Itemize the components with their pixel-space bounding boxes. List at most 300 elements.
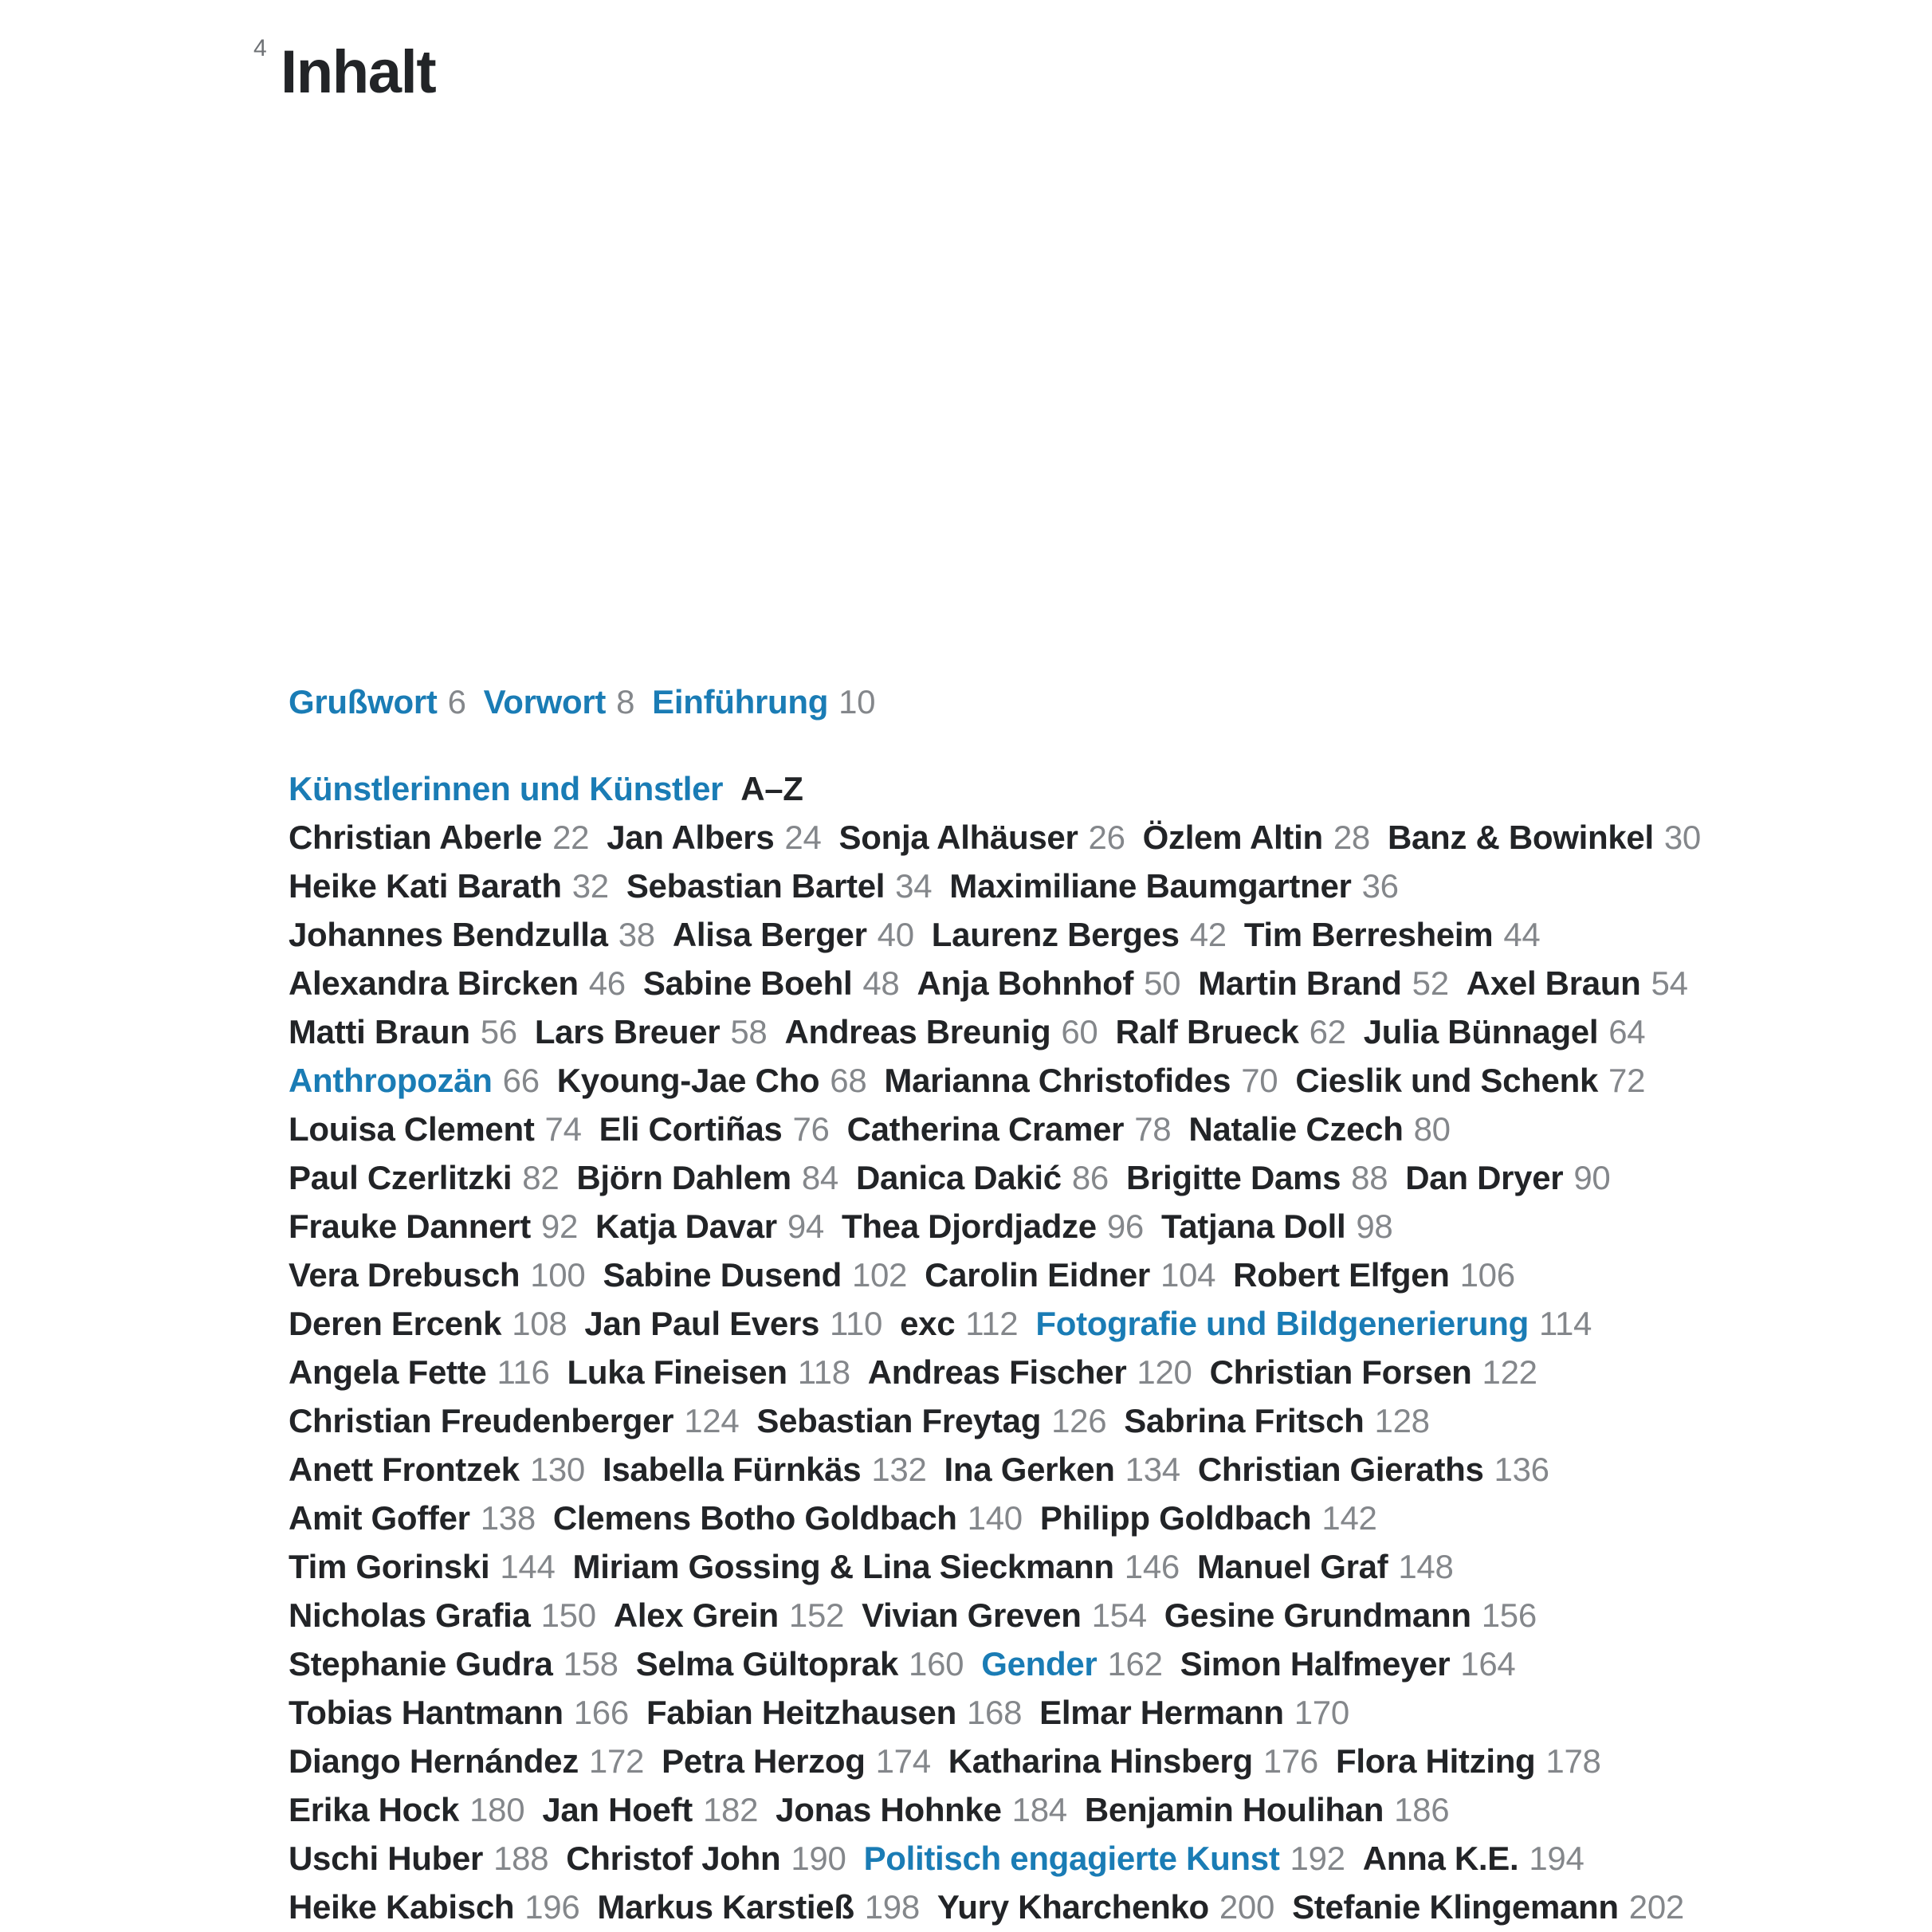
toc-entry-label[interactable]: Banz & Bowinkel (1387, 819, 1654, 856)
toc-entry-label[interactable]: Grußwort (289, 683, 438, 721)
toc-entry-page-number[interactable]: 96 (1106, 1208, 1144, 1245)
toc-entry-page-number[interactable]: 34 (895, 867, 933, 905)
toc-entry-label[interactable]: Sonja Alhäuser (838, 819, 1078, 856)
toc-entry-label[interactable]: Özlem Altin (1142, 819, 1323, 856)
toc-entry[interactable] (289, 867, 609, 905)
toc-entry-label[interactable]: Christian Aberle (289, 819, 543, 856)
toc-entry-page-number[interactable]: 122 (1482, 1353, 1537, 1391)
toc-entry-label[interactable]: Sebastian Bartel (626, 867, 886, 905)
toc-entry[interactable] (1197, 1548, 1454, 1585)
toc-entry-label[interactable]: Manuel Graf (1196, 1548, 1388, 1585)
toc-entry-label[interactable]: Luka Fineisen (567, 1353, 787, 1391)
toc-entry[interactable] (868, 1353, 1192, 1391)
toc-entry[interactable] (1040, 1499, 1377, 1537)
toc-entry-label[interactable]: Robert Elfgen (1233, 1256, 1450, 1294)
toc-entry-page-number[interactable]: 200 (1219, 1888, 1275, 1926)
toc-entry-page-number[interactable]: 146 (1124, 1548, 1180, 1585)
toc-entry-page-number[interactable]: 36 (1361, 867, 1399, 905)
toc-entry-label[interactable]: Angela Fette (289, 1353, 487, 1391)
toc-entry[interactable] (856, 1159, 1109, 1196)
toc-entry-page-number[interactable]: 68 (830, 1062, 867, 1099)
toc-entry-page-number[interactable]: 106 (1459, 1256, 1515, 1294)
toc-entry[interactable] (289, 1742, 644, 1780)
toc-entry-label[interactable]: Sabine Boehl (642, 964, 853, 1002)
toc-entry-page-number[interactable]: 48 (862, 964, 900, 1002)
toc-row (289, 1396, 1803, 1445)
toc-entry-label[interactable]: Maximiliane Baumgartner (949, 867, 1352, 905)
toc-entry-page-number[interactable]: 98 (1356, 1208, 1393, 1245)
toc-entry-label[interactable]: Natalie Czech (1188, 1110, 1404, 1148)
toc-entry-page-number[interactable]: 186 (1394, 1791, 1450, 1828)
toc-entry-page-number[interactable]: 78 (1134, 1110, 1172, 1148)
toc-entry[interactable] (842, 1208, 1144, 1245)
toc-entry-page-number[interactable]: 138 (480, 1499, 536, 1537)
toc-thematic-entry-label[interactable]: Fotografie und Bildgenerierung (1035, 1305, 1530, 1342)
toc-entry[interactable] (1180, 1645, 1516, 1683)
toc-entry-label[interactable]: Jan Hoeft (542, 1791, 693, 1828)
toc-entry-page-number[interactable]: 120 (1137, 1353, 1192, 1391)
toc-entry-page-number[interactable]: 74 (544, 1110, 582, 1148)
toc-entry[interactable] (1143, 819, 1370, 856)
front-matter-entry[interactable] (652, 683, 875, 721)
toc-entry-label[interactable]: Alexandra Bircken (289, 964, 579, 1002)
toc-entry[interactable] (1115, 1013, 1345, 1050)
toc-entry-page-number[interactable]: 184 (1011, 1791, 1067, 1828)
toc-entry-label[interactable]: Jan Paul Evers (584, 1305, 820, 1342)
toc-entry-label[interactable]: Ralf Brueck (1115, 1013, 1299, 1050)
toc-entry[interactable] (289, 1694, 629, 1731)
toc-entry-page-number[interactable]: 104 (1160, 1256, 1216, 1294)
toc-entry-label[interactable]: Jonas Hohnke (776, 1791, 1002, 1828)
toc-entry-page-number[interactable]: 56 (480, 1013, 517, 1050)
toc-entry-page-number[interactable]: 136 (1494, 1451, 1549, 1488)
toc-entry[interactable] (1295, 1062, 1645, 1099)
toc-entry-page-number[interactable]: 8 (616, 683, 635, 721)
toc-entry-page-number[interactable]: 54 (1651, 964, 1688, 1002)
toc-entry[interactable] (289, 964, 626, 1002)
toc-entry-page-number[interactable]: 84 (801, 1159, 838, 1196)
toc-entry[interactable] (1164, 1596, 1537, 1634)
toc-entry[interactable] (1085, 1791, 1449, 1828)
toc-entry-page-number[interactable]: 148 (1398, 1548, 1454, 1585)
toc-entry[interactable] (597, 1888, 919, 1926)
toc-entry[interactable] (776, 1791, 1067, 1828)
toc-entry-page-number[interactable]: 114 (1539, 1305, 1592, 1342)
toc-entry-page-number[interactable]: 66 (502, 1062, 540, 1099)
toc-row (289, 813, 1803, 862)
toc-thematic-entry-label[interactable]: Politisch engagierte Kunst (863, 1840, 1280, 1877)
toc-entry[interactable] (576, 1159, 838, 1196)
toc-entry-label[interactable]: Björn Dahlem (576, 1159, 791, 1196)
toc-entry-label[interactable]: Danica Dakić (855, 1159, 1062, 1196)
toc-entry-page-number[interactable]: 46 (588, 964, 626, 1002)
toc-entry-label[interactable]: Tim Gorinski (289, 1548, 490, 1585)
toc-entry[interactable] (535, 1013, 768, 1050)
toc-entry[interactable] (1198, 964, 1449, 1002)
toc-entry-page-number[interactable]: 166 (573, 1694, 629, 1731)
toc-entry[interactable] (573, 1548, 1180, 1585)
toc-entry-label[interactable]: Selma Gültoprak (635, 1645, 899, 1683)
toc-entry-page-number[interactable]: 192 (1290, 1840, 1345, 1877)
toc-entry[interactable] (614, 1596, 844, 1634)
toc-entry-label[interactable]: Flora Hitzing (1335, 1742, 1536, 1780)
toc-entry[interactable] (932, 916, 1227, 953)
toc-entry-page-number[interactable]: 202 (1628, 1888, 1684, 1926)
toc-row (289, 1542, 1803, 1591)
toc-entry-page-number[interactable]: 188 (493, 1840, 549, 1877)
toc-entry[interactable] (1198, 1451, 1549, 1488)
toc-entry-label[interactable]: Vorwort (483, 683, 607, 721)
toc-row (289, 1737, 1803, 1785)
toc-entry-page-number[interactable]: 128 (1374, 1402, 1430, 1439)
toc-entry-label[interactable]: Fabian Heitzhausen (646, 1694, 956, 1731)
toc-entry-label[interactable]: Einführung (652, 683, 829, 721)
toc-entry[interactable] (289, 1888, 579, 1926)
toc-entry-label[interactable]: Tobias Hantmann (289, 1694, 564, 1731)
toc-entry[interactable] (289, 1499, 536, 1537)
toc-thematic-entry-label[interactable]: Gender (981, 1645, 1098, 1683)
toc-entry[interactable] (1467, 964, 1688, 1002)
toc-entry[interactable] (557, 1062, 867, 1099)
toc-entry-label[interactable]: Markus Karstieß (597, 1888, 854, 1926)
toc-entry[interactable] (784, 1013, 1098, 1050)
toc-entry[interactable] (1188, 1110, 1450, 1148)
toc-entry-label[interactable]: Stephanie Gudra (289, 1645, 553, 1683)
toc-entry-page-number[interactable]: 22 (552, 819, 590, 856)
toc-entry-page-number[interactable]: 140 (967, 1499, 1023, 1537)
toc-entry[interactable] (1126, 1159, 1388, 1196)
toc-entry[interactable] (944, 1451, 1180, 1488)
toc-entry-page-number[interactable]: 26 (1088, 819, 1125, 856)
toc-entry-label[interactable]: Brigitte Dams (1125, 1159, 1341, 1196)
toc-entry[interactable] (1388, 819, 1701, 856)
toc-entry[interactable] (981, 1645, 1162, 1683)
toc-entry-label[interactable]: Johannes Bendzulla (289, 916, 608, 953)
toc-entry[interactable] (289, 1256, 585, 1294)
toc-entry[interactable] (864, 1840, 1345, 1877)
toc-entry-label[interactable]: Julia Bünnagel (1363, 1013, 1599, 1050)
toc-entry-page-number[interactable]: 132 (871, 1451, 927, 1488)
toc-entry-page-number[interactable]: 124 (684, 1402, 740, 1439)
toc-entry-label[interactable]: Isabella Fürnkäs (603, 1451, 862, 1488)
toc-entry-label[interactable]: Simon Halfmeyer (1180, 1645, 1451, 1683)
toc-entry-page-number[interactable]: 40 (877, 916, 914, 953)
toc-entry[interactable] (289, 1840, 548, 1877)
toc-entry-label[interactable]: Katja Davar (595, 1208, 777, 1245)
toc-entry-label[interactable]: Eli Cortiñas (599, 1110, 783, 1148)
toc-entry[interactable] (1161, 1208, 1392, 1245)
toc-entry[interactable] (603, 1451, 927, 1488)
toc-entry[interactable] (289, 1791, 524, 1828)
toc-entry-page-number[interactable]: 130 (529, 1451, 585, 1488)
toc-entry-label[interactable]: Axel Braun (1466, 964, 1641, 1002)
toc-entry-page-number[interactable]: 110 (830, 1305, 883, 1342)
toc-entry[interactable] (937, 1888, 1274, 1926)
toc-entry-label[interactable]: Gesine Grundmann (1164, 1596, 1471, 1634)
toc-entry-label[interactable]: Sebastian Freytag (756, 1402, 1042, 1439)
toc-entry-label[interactable]: Carolin Eidner (925, 1256, 1150, 1294)
toc-entry-label[interactable]: Heike Kati Barath (289, 867, 562, 905)
toc-entry-page-number[interactable]: 76 (792, 1110, 830, 1148)
toc-entry-label[interactable]: Sabine Dusend (603, 1256, 842, 1294)
toc-entry[interactable] (643, 964, 900, 1002)
toc-entry-page-number[interactable]: 92 (540, 1208, 579, 1245)
toc-entry[interactable] (673, 916, 914, 953)
toc-entry-label[interactable]: Christian Gieraths (1197, 1451, 1484, 1488)
toc-entry-page-number[interactable]: 64 (1608, 1013, 1646, 1050)
toc-entry[interactable] (289, 1548, 556, 1585)
toc-entry-page-number[interactable]: 190 (791, 1840, 846, 1877)
toc-entry[interactable] (636, 1645, 964, 1683)
toc-entry-page-number[interactable]: 160 (909, 1645, 964, 1683)
toc-entry-page-number[interactable]: 164 (1460, 1645, 1516, 1683)
section-range: A–Z (740, 770, 803, 807)
toc-entry-label[interactable]: Louisa Clement (289, 1110, 535, 1148)
toc-entry[interactable] (607, 819, 821, 856)
toc-entry-page-number[interactable]: 58 (730, 1013, 768, 1050)
toc-row (289, 959, 1803, 1007)
toc-entry[interactable] (847, 1110, 1172, 1148)
toc-entry-label[interactable]: Christian Freudenberger (289, 1402, 674, 1439)
front-matter-entry[interactable] (484, 683, 635, 721)
toc-entry-page-number[interactable]: 30 (1663, 819, 1701, 856)
toc-entry-page-number[interactable]: 176 (1262, 1742, 1318, 1780)
toc-entry-label[interactable]: exc (900, 1305, 956, 1342)
toc-entry[interactable] (289, 819, 589, 856)
toc-entry-label[interactable]: Uschi Huber (289, 1840, 484, 1877)
toc-entry-page-number[interactable]: 162 (1107, 1645, 1163, 1683)
toc-entry-label[interactable]: Laurenz Berges (931, 916, 1180, 953)
section-heading-row (289, 764, 1803, 813)
toc-entry-page-number[interactable]: 10 (838, 683, 876, 721)
toc-entry-page-number[interactable]: 44 (1503, 916, 1541, 953)
toc-entry-page-number[interactable]: 88 (1351, 1159, 1388, 1196)
toc-entry-label[interactable]: Andreas Breunig (784, 1013, 1051, 1050)
toc-entry[interactable] (595, 1208, 824, 1245)
toc-entry-page-number[interactable]: 90 (1573, 1159, 1611, 1196)
toc-row (289, 1785, 1803, 1834)
toc-entry-page-number[interactable]: 150 (540, 1596, 596, 1634)
toc-entry[interactable] (584, 1305, 882, 1342)
toc-entry[interactable] (646, 1694, 1022, 1731)
toc-entry[interactable] (289, 1159, 559, 1196)
toc-entry-label[interactable]: Cieslik und Schenk (1295, 1062, 1599, 1099)
toc-entry-page-number[interactable]: 194 (1529, 1840, 1584, 1877)
toc-entry-label[interactable]: Benjamin Houlihan (1084, 1791, 1384, 1828)
toc-thematic-entry-label[interactable]: Anthropozän (289, 1062, 493, 1099)
toc-entry[interactable] (1244, 916, 1541, 953)
toc-entry-label[interactable]: Anja Bohnhof (917, 964, 1134, 1002)
toc-entry-page-number[interactable]: 172 (588, 1742, 645, 1780)
toc-entry-label[interactable]: Andreas Fischer (867, 1353, 1127, 1391)
toc-entry-label[interactable]: Jan Albers (607, 819, 775, 856)
toc-entry[interactable] (626, 867, 932, 905)
toc-entry-page-number[interactable]: 82 (522, 1159, 560, 1196)
toc-row (289, 1639, 1803, 1688)
toc-entry-page-number[interactable]: 144 (500, 1548, 556, 1585)
front-matter-entry[interactable] (289, 683, 466, 721)
toc-row (289, 1153, 1803, 1202)
toc-entry-label[interactable]: Dan Dryer (1405, 1159, 1564, 1196)
toc-entry-label[interactable]: Miriam Gossing & Lina Sieckmann (572, 1548, 1114, 1585)
toc-entry[interactable] (839, 819, 1125, 856)
toc-entry-page-number[interactable]: 100 (530, 1256, 586, 1294)
toc-entry[interactable] (289, 1596, 596, 1634)
toc-entry[interactable] (756, 1402, 1106, 1439)
toc-entry[interactable] (1364, 1013, 1646, 1050)
toc-entry[interactable] (884, 1062, 1278, 1099)
toc-entry[interactable] (289, 1305, 567, 1342)
toc-entry-page-number[interactable]: 50 (1144, 964, 1181, 1002)
toc-entry[interactable] (1035, 1305, 1592, 1342)
page-title: Inhalt (281, 37, 436, 106)
toc-entry[interactable] (289, 916, 655, 953)
toc-entry-label[interactable]: Christof John (566, 1840, 781, 1877)
table-of-contents (289, 677, 1803, 1931)
toc-entry-label[interactable]: Katharina Hinsberg (948, 1742, 1253, 1780)
toc-entry[interactable] (289, 1451, 585, 1488)
toc-entry-page-number[interactable]: 38 (618, 916, 655, 953)
toc-entry[interactable] (289, 1402, 739, 1439)
toc-entry[interactable] (289, 1208, 578, 1245)
toc-entry-page-number[interactable]: 86 (1071, 1159, 1109, 1196)
toc-entry-label[interactable]: Frauke Dannert (289, 1208, 531, 1245)
toc-entry-label[interactable]: Philipp Goldbach (1039, 1499, 1312, 1537)
toc-entry-label[interactable]: Vera Drebusch (289, 1256, 520, 1294)
toc-entry[interactable] (948, 1742, 1318, 1780)
toc-entry-label[interactable]: Alex Grein (613, 1596, 779, 1634)
toc-entry-page-number[interactable]: 112 (965, 1305, 1019, 1342)
toc-entry[interactable] (917, 964, 1180, 1002)
toc-entry-page-number[interactable]: 102 (851, 1256, 908, 1294)
toc-row (289, 1834, 1803, 1883)
toc-entry[interactable] (1210, 1353, 1537, 1391)
toc-entry-page-number[interactable]: 170 (1294, 1694, 1349, 1731)
toc-entry-page-number[interactable]: 6 (447, 683, 466, 721)
toc-entry[interactable] (1405, 1159, 1610, 1196)
toc-entry-label[interactable]: Yury Kharchenko (937, 1888, 1209, 1926)
toc-entry[interactable] (289, 1062, 540, 1099)
toc-entry-page-number[interactable]: 156 (1481, 1596, 1537, 1634)
toc-entry-label[interactable]: Tim Berresheim (1243, 916, 1494, 953)
toc-entry-page-number[interactable]: 154 (1091, 1596, 1147, 1634)
toc-entry[interactable] (862, 1596, 1147, 1634)
toc-entry-page-number[interactable]: 182 (702, 1791, 759, 1828)
toc-row (289, 910, 1803, 959)
toc-entry-page-number[interactable]: 196 (524, 1888, 580, 1926)
toc-entry-page-number[interactable]: 178 (1545, 1742, 1601, 1780)
toc-entry-page-number[interactable]: 80 (1413, 1110, 1451, 1148)
toc-entry-page-number[interactable]: 198 (864, 1888, 920, 1926)
toc-entry[interactable] (599, 1110, 830, 1148)
toc-entry[interactable] (1336, 1742, 1601, 1780)
toc-entry-page-number[interactable]: 70 (1241, 1062, 1278, 1099)
toc-entry[interactable] (542, 1791, 758, 1828)
toc-entry-page-number[interactable]: 142 (1321, 1499, 1377, 1537)
toc-entry-page-number[interactable]: 116 (497, 1353, 550, 1391)
toc-entry[interactable] (566, 1840, 846, 1877)
toc-entry-label[interactable]: Paul Czerlitzki (289, 1159, 512, 1196)
toc-entry-label[interactable]: Marianna Christofides (884, 1062, 1231, 1099)
toc-entry-label[interactable]: Catherina Cramer (846, 1110, 1125, 1148)
toc-entry-label[interactable]: Ina Gerken (944, 1451, 1115, 1488)
toc-entry[interactable] (925, 1256, 1215, 1294)
toc-entry-label[interactable]: Clemens Botho Goldbach (552, 1499, 957, 1537)
toc-row (289, 1299, 1803, 1348)
section-heading[interactable]: Künstlerinnen und Künstler (289, 770, 724, 807)
toc-entry-label[interactable]: Anett Frontzek (289, 1451, 520, 1488)
toc-entry-label[interactable]: Elmar Hermann (1039, 1694, 1284, 1731)
toc-entry[interactable] (1292, 1888, 1684, 1926)
toc-entry-page-number[interactable]: 62 (1309, 1013, 1346, 1050)
toc-entry[interactable] (1039, 1694, 1349, 1731)
toc-entry-label[interactable]: Vivian Greven (862, 1596, 1082, 1634)
toc-entry[interactable] (662, 1742, 931, 1780)
toc-entry-page-number[interactable]: 94 (787, 1208, 824, 1245)
toc-entry-label[interactable]: Anna K.E. (1362, 1840, 1519, 1877)
toc-entry-page-number[interactable]: 52 (1412, 964, 1449, 1002)
toc-entry-label[interactable]: Nicholas Grafia (289, 1596, 531, 1634)
toc-entry-label[interactable]: Lars Breuer (534, 1013, 721, 1050)
toc-entry[interactable] (949, 867, 1398, 905)
toc-entry-page-number[interactable]: 32 (571, 867, 609, 905)
toc-entry[interactable] (1363, 1840, 1584, 1877)
toc-entry-page-number[interactable]: 152 (788, 1596, 845, 1634)
toc-entry[interactable] (567, 1353, 850, 1391)
toc-entry[interactable] (289, 1645, 618, 1683)
toc-entry-page-number[interactable]: 42 (1189, 916, 1227, 953)
toc-row (289, 1445, 1803, 1494)
toc-entry-label[interactable]: Heike Kabisch (289, 1888, 515, 1926)
toc-entry-page-number[interactable]: 126 (1051, 1402, 1107, 1439)
toc-entry[interactable] (603, 1256, 907, 1294)
toc-entry-label[interactable]: Petra Herzog (662, 1742, 866, 1780)
toc-entry-label[interactable]: Matti Braun (289, 1013, 470, 1050)
toc-entry[interactable] (1233, 1256, 1515, 1294)
toc-entry[interactable] (900, 1305, 1018, 1342)
toc-entry[interactable] (289, 1013, 517, 1050)
toc-entry-label[interactable]: Alisa Berger (672, 916, 867, 953)
toc-entry[interactable] (1124, 1402, 1429, 1439)
toc-entry-label[interactable]: Erika Hock (289, 1791, 460, 1828)
toc-entry-label[interactable]: Tatjana Doll (1161, 1208, 1346, 1245)
toc-entry-page-number[interactable]: 174 (875, 1742, 931, 1780)
toc-entry-page-number[interactable]: 24 (784, 819, 822, 856)
toc-entry-label[interactable]: Stefanie Klingemann (1292, 1888, 1619, 1926)
toc-entry[interactable] (553, 1499, 1023, 1537)
toc-entry-page-number[interactable]: 72 (1608, 1062, 1646, 1099)
toc-entry-label[interactable]: Amit Goffer (289, 1499, 470, 1537)
toc-entry-page-number[interactable]: 108 (512, 1305, 567, 1342)
toc-entry-label[interactable]: Thea Djordjadze (841, 1208, 1097, 1245)
toc-entry-label[interactable]: Sabrina Fritsch (1124, 1402, 1365, 1439)
toc-entry[interactable] (289, 1353, 550, 1391)
toc-entry-label[interactable]: Kyoung-Jae Cho (556, 1062, 820, 1099)
toc-entry-page-number[interactable]: 168 (966, 1694, 1023, 1731)
toc-entry-page-number[interactable]: 118 (797, 1353, 850, 1391)
toc-entry-label[interactable]: Martin Brand (1198, 964, 1402, 1002)
toc-row (289, 1202, 1803, 1251)
toc-entry-label[interactable]: Christian Forsen (1209, 1353, 1472, 1391)
toc-entry[interactable] (289, 1110, 582, 1148)
toc-entry-label[interactable]: Diango Hernández (289, 1742, 579, 1780)
toc-entry-label[interactable]: Deren Ercenk (289, 1305, 502, 1342)
toc-entry-page-number[interactable]: 60 (1061, 1013, 1098, 1050)
toc-entry-page-number[interactable]: 180 (469, 1791, 525, 1828)
toc-entry-page-number[interactable]: 134 (1125, 1451, 1180, 1488)
toc-entry-page-number[interactable]: 28 (1333, 819, 1370, 856)
toc-entry-page-number[interactable]: 158 (563, 1645, 618, 1683)
